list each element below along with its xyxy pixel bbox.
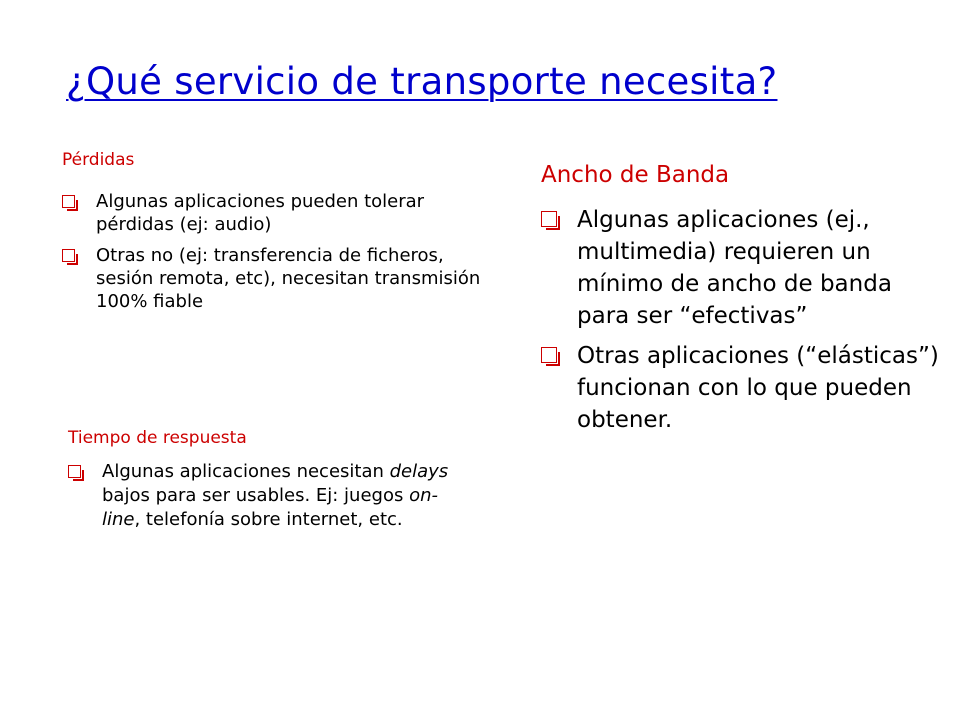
square-bullet-icon [541, 347, 557, 363]
bullet-text: Algunas aplicaciones necesitan delays bajos para ser usables. Ej: juegos on-line, telefonía sobre internet, etc. [102, 461, 449, 530]
list-item [68, 460, 458, 532]
tiempo-heading: Tiempo de respuesta [68, 428, 247, 448]
list-item [541, 204, 941, 332]
ancho-list [541, 204, 941, 444]
bullet-text: Otras no (ej: transferencia de ficheros, sesión remota, etc), necesitan transmisión 100% fiable [96, 245, 481, 312]
square-bullet-icon [62, 249, 75, 262]
ancho-heading: Ancho de Banda [541, 162, 730, 188]
italic-term: delays [389, 461, 449, 482]
list-item [541, 340, 941, 436]
square-bullet-icon [62, 195, 75, 208]
tiempo-list [68, 460, 458, 532]
perdidas-heading: Pérdidas [62, 150, 135, 170]
bullet-text: Algunas aplicaciones (ej., multimedia) requieren un mínimo de ancho de banda para ser “efectivas” [577, 207, 892, 329]
list-item [62, 244, 482, 313]
bullet-text: Otras aplicaciones (“elásticas”) funcionan con lo que pueden obtener. [577, 343, 939, 433]
perdidas-list [62, 190, 482, 321]
square-bullet-icon [541, 211, 557, 227]
italic-term: on-line [102, 485, 438, 530]
slide-title: ¿Qué servicio de transporte necesita? [66, 60, 778, 103]
square-bullet-icon [68, 465, 81, 478]
list-item [62, 190, 482, 236]
bullet-text: Algunas aplicaciones pueden tolerar pérdidas (ej: audio) [96, 191, 425, 235]
